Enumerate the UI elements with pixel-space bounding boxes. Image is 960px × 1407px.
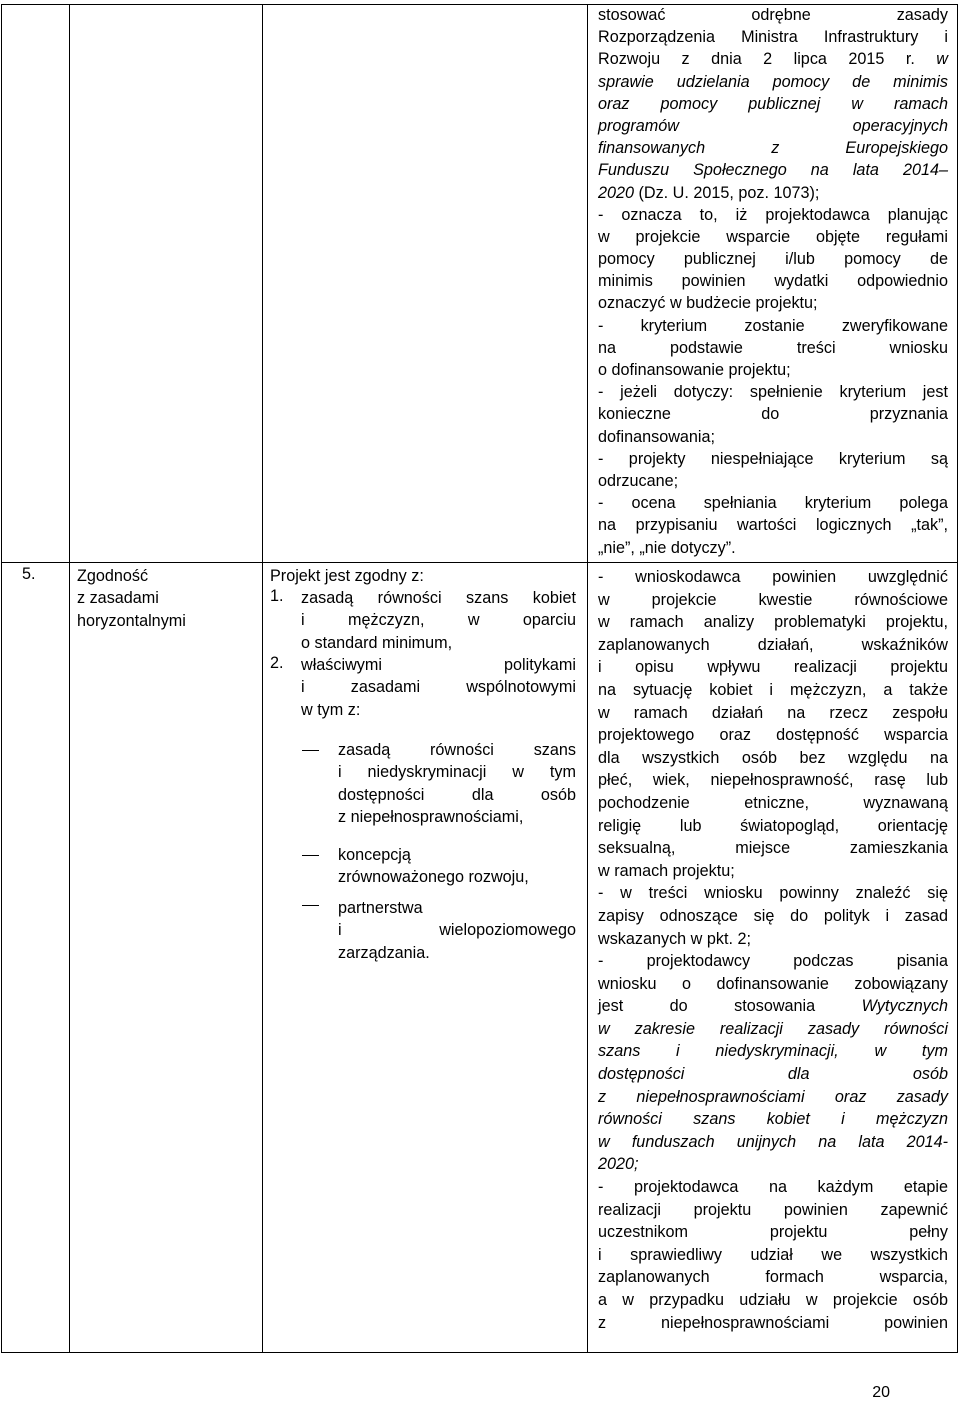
description-line: „nie”, „nie dotyczy”. xyxy=(598,538,736,557)
description-line: projektowego oraz dostępność wsparcia xyxy=(598,726,948,745)
definition-intro: Projekt jest zgodny z: xyxy=(270,567,424,585)
subitem-line: partnerstwa xyxy=(338,899,423,917)
table-divider-3 xyxy=(587,4,588,1352)
previous-row-description-cell xyxy=(598,4,948,559)
dash-bullet xyxy=(302,905,319,906)
item-2-line: w tym z: xyxy=(301,700,361,719)
description-line: równości szans kobiet i mężczyzn xyxy=(598,1110,948,1129)
criterion-name-line: horyzontalnymi xyxy=(77,611,186,630)
description-line: na przypisaniu wartości logicznych „tak”, xyxy=(598,516,948,535)
subitem-line: zrównoważonego rozwoju, xyxy=(338,868,529,887)
description-line: o dofinansowanie projektu; xyxy=(598,361,791,379)
description-line: finansowanych z Europejskiego xyxy=(598,139,948,158)
description-line: realizacji projektu powinien zapewnić xyxy=(598,1200,948,1219)
description-line: - wnioskodawca powinien uwzględnić xyxy=(598,568,948,586)
subitem-line: z niepełnosprawnościami, xyxy=(338,807,524,826)
item-2-text xyxy=(301,654,576,721)
description-line: w projekcie wsparcie objęte regułami xyxy=(598,227,948,246)
subitem-1 xyxy=(338,739,576,828)
description-line: 2020; xyxy=(598,1155,639,1174)
subitem-2 xyxy=(338,844,576,889)
description-line: dofinansowania; xyxy=(598,427,715,446)
description-line: Rozwoju z dnia 2 lipca 2015 r. w xyxy=(598,50,948,69)
description-line: stosować odrębne zasady xyxy=(598,6,948,24)
item-1-line: o standard minimum, xyxy=(301,633,453,652)
item-1-text xyxy=(301,587,576,654)
description-line: pomocy publicznej i/lub pomocy de xyxy=(598,250,948,269)
description-line: i sprawiedliwy udział we wszystkich xyxy=(598,1245,948,1264)
description-line: w ramach projektu; xyxy=(598,861,735,880)
description-line: dla wszystkich osób bez względu na xyxy=(598,748,948,767)
description-line: zaplanowanych formach wsparcia, xyxy=(598,1268,948,1287)
table-border-bottom xyxy=(1,1352,958,1353)
description-line: - projekty niespełniające kryterium są xyxy=(598,449,948,468)
description-line: dostępności dla osób xyxy=(598,1065,948,1084)
page-number: 20 xyxy=(872,1384,890,1401)
criterion-description-cell xyxy=(598,566,948,1334)
subitem-line: zasadą równości szans xyxy=(338,741,576,759)
subitem-line: i wielopoziomowego xyxy=(338,921,576,940)
subitem-line: dostępności dla osób xyxy=(338,785,576,804)
criterion-name-line: z zasadami xyxy=(77,589,159,608)
criterion-name xyxy=(77,565,257,632)
description-line: wskazanych w pkt. 2; xyxy=(598,929,751,948)
item-1-number: 1. xyxy=(270,587,284,605)
description-line: wniosku o dofinansowanie zobowiązany xyxy=(598,974,948,993)
subitem-line: zarządzania. xyxy=(338,943,430,962)
item-2-number: 2. xyxy=(270,654,284,672)
dash-bullet xyxy=(302,855,319,856)
description-line: oznaczyć w budżecie projektu; xyxy=(598,294,818,313)
dash-bullet xyxy=(302,750,319,751)
description-line: w funduszach unijnych na lata 2014- xyxy=(598,1132,948,1151)
description-line: a w przypadku udziału w projekcie osób xyxy=(598,1291,948,1309)
criterion-name-line: Zgodność xyxy=(77,567,149,585)
table-border-right xyxy=(957,4,958,1352)
description-line: z niepełnosprawnościami oraz zasady xyxy=(598,1087,948,1106)
description-line: zapisy odnoszące się do polityk i zasad xyxy=(598,906,948,925)
description-line: odrzucane; xyxy=(598,471,679,490)
table-divider-2 xyxy=(262,4,263,1352)
description-line: oraz pomocy publicznej w ramach xyxy=(598,94,948,113)
description-line: na sytuację kobiet i mężczyzn, a także xyxy=(598,680,948,699)
description-line: i opisu wpływu realizacji projektu xyxy=(598,658,948,677)
subitem-3 xyxy=(338,897,576,964)
description-line: w ramach działań na rzecz zespołu xyxy=(598,703,948,722)
item-1-line: i mężczyzn, w oparciu xyxy=(301,611,576,630)
description-line: seksualną, miejsce zamieszkania xyxy=(598,839,948,858)
description-line: - projektodawcy podczas pisania xyxy=(598,952,948,971)
description-line: sprawie udzielania pomocy de minimis xyxy=(598,72,948,91)
description-line: w ramach analizy problematyki projektu, xyxy=(598,613,948,632)
criterion-definition xyxy=(270,565,577,587)
description-line: Funduszu Społecznego na lata 2014– xyxy=(598,161,948,180)
subitem-line: koncepcją xyxy=(338,846,411,864)
description-line: - projektodawca na każdym etapie xyxy=(598,1178,948,1197)
description-line: - ocena spełniania kryterium polega xyxy=(598,494,948,513)
description-line: - jeżeli dotyczy: spełnienie kryterium jest xyxy=(598,383,948,402)
description-line: - w treści wniosku powinny znaleźć się xyxy=(598,884,948,903)
description-line: płeć, wiek, niepełnosprawność, rasę lub xyxy=(598,771,948,790)
table-divider-1 xyxy=(69,4,70,1352)
description-line: na podstawie treści wniosku xyxy=(598,338,948,357)
description-line: 2020 (Dz. U. 2015, poz. 1073); xyxy=(598,183,820,202)
row-number: 5. xyxy=(22,565,36,583)
description-line: pochodzenie etniczne, wyznawaną xyxy=(598,793,948,812)
description-line: minimis powinien wydatki odpowiednio xyxy=(598,272,948,291)
description-line: w zakresie realizacji zasady równości xyxy=(598,1019,948,1038)
item-1-line: zasadą równości szans kobiet xyxy=(301,589,576,607)
item-2-line: właściwymi politykami xyxy=(301,656,576,674)
row-divider xyxy=(1,562,958,563)
description-line: w projekcie kwestie równościowe xyxy=(598,590,948,609)
description-line: szans i niedyskryminacji, w tym xyxy=(598,1042,948,1061)
description-line: zaplanowanych działań, wskaźników xyxy=(598,635,948,654)
subitem-line: i niedyskryminacji w tym xyxy=(338,763,576,782)
description-line: Rozporządzenia Ministra Infrastruktury i xyxy=(598,28,948,47)
description-line: z niepełnosprawnościami powinien xyxy=(598,1313,948,1332)
description-line: religię lub światopogląd, orientację xyxy=(598,816,948,835)
item-2-line: i zasadami wspólnotowymi xyxy=(301,678,576,697)
description-line: - kryterium zostanie zweryfikowane xyxy=(598,316,948,335)
description-line: konieczne do przyznania xyxy=(598,405,948,424)
table-border-left xyxy=(1,4,2,1352)
description-line: programów operacyjnych xyxy=(598,116,948,135)
description-line: - oznacza to, iż projektodawca planując xyxy=(598,205,948,224)
description-line: jest do stosowania Wytycznych xyxy=(598,997,948,1016)
description-line: uczestnikom projektu pełny xyxy=(598,1223,948,1242)
